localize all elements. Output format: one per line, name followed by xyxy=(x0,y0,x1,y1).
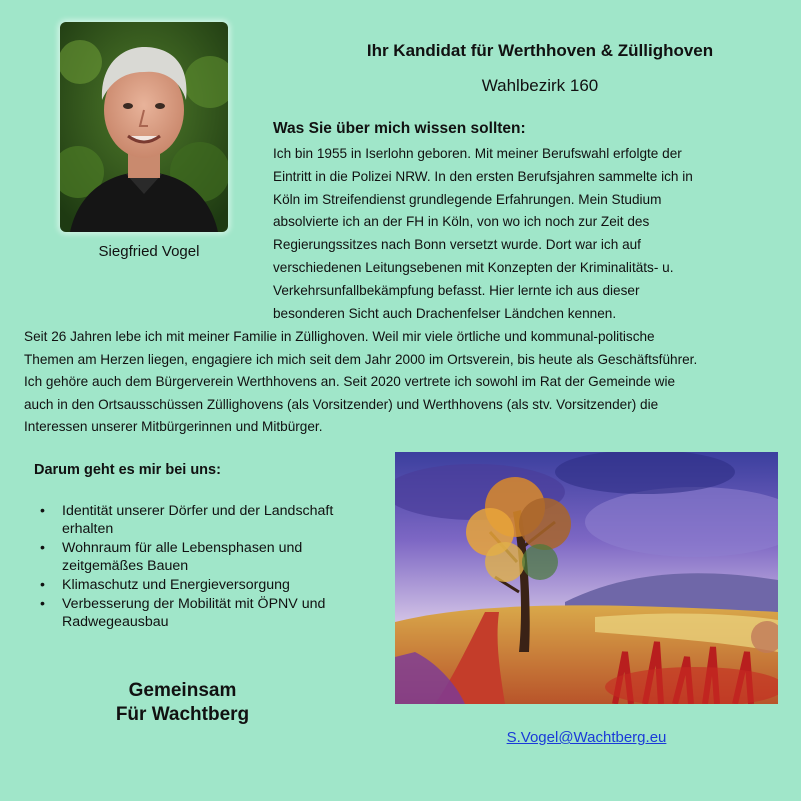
family-line: Ich gehöre auch dem Bürgerverein Werthhovens an. Seit 2020 vertrete ich sowohl im Rat der Gemeinde wie xyxy=(24,374,676,389)
about-line: besonderen Sicht auch Drachenfelser Ländchen kennen. xyxy=(273,305,617,321)
list-item: • Identität unserer Dörfer und der Landschaft erhalten xyxy=(40,502,370,538)
about-text xyxy=(273,143,773,325)
landscape-painting-icon xyxy=(395,452,778,704)
list-item: • Wohnraum für alle Lebensphasen und zeitgemäßes Bauen xyxy=(40,539,370,575)
portrait-caption: Siegfried Vogel xyxy=(98,243,200,260)
slogan xyxy=(70,679,295,727)
about-line: verschiedenen Leitungsebenen mit Konzepten der Kriminalitäts- u. xyxy=(273,259,674,275)
district-label: Wahlbezirk 160 xyxy=(481,76,599,95)
goals-heading: Darum geht es mir bei uns: xyxy=(34,462,221,478)
about-line: Verkehrsunfallbekämpfung befasst. Hier lernte ich aus dieser xyxy=(273,282,640,298)
page-title: Ihr Kandidat für Werthhoven & Züllighoven xyxy=(366,41,714,60)
slogan-line-2: Für Wachtberg xyxy=(115,704,250,725)
family-line: Themen am Herzen liegen, engagiere ich mich seit dem Jahr 2000 im Ortsverein, bis heute als Geschäftsführer. xyxy=(24,351,698,367)
about-line: absolvierte ich an der FH in Köln, von wo ich noch zur Zeit des xyxy=(273,214,650,230)
family-text xyxy=(24,326,794,439)
family-line: auch in den Ortsausschüssen Züllighovens (als Vorsitzender) und Werthhovens (als stv. Vorsitzender) die xyxy=(24,396,659,412)
person-photo-icon xyxy=(60,22,228,232)
about-line: Regierungssitzes nach Bonn versetzt wurde. Dort war ich auf xyxy=(273,237,641,253)
list-item: • Verbesserung der Mobilität mit ÖPNV und Radwegeausbau xyxy=(40,595,370,631)
about-line: Köln im Streifendienst grundlegende Erfahrungen. Mein Studium xyxy=(273,191,662,207)
list-item: • Klimaschutz und Energieversorgung xyxy=(40,576,370,594)
family-line: Interessen unserer Mitbürgerinnen und Mitbürger. xyxy=(24,419,323,434)
goals-list xyxy=(40,502,370,632)
family-line: Seit 26 Jahren lebe ich mit meiner Familie in Züllighoven. Weil mir viele örtliche und kommunal-politische xyxy=(24,329,655,344)
about-line: Ich bin 1955 in Iserlohn geboren. Mit meiner Berufswahl erfolgte der xyxy=(273,146,682,161)
about-line: Eintritt in die Polizei NRW. In den ersten Berufsjahren sammelte ich in xyxy=(273,168,693,184)
landscape-painting xyxy=(395,452,778,704)
email-link[interactable]: S.Vogel@Wachtberg.eu xyxy=(506,729,667,746)
candidate-portrait xyxy=(60,22,228,232)
slogan-line-1: Gemeinsam xyxy=(128,680,237,701)
about-heading: Was Sie über mich wissen sollten: xyxy=(273,120,526,137)
